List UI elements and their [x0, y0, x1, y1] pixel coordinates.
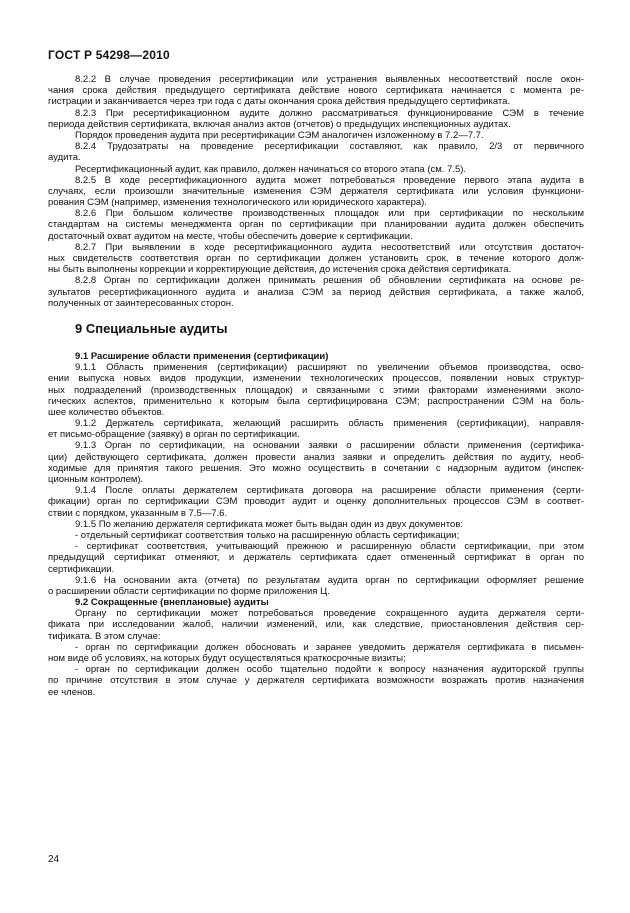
- text-line: фиката при исследовании жалоб, наличии изменений, или, как следствие, приостановления действия сер-: [48, 619, 584, 631]
- text-line: Органу по сертификации может потребоваться проведение сокращенного аудита держателя серти-: [75, 608, 584, 620]
- text-line: 8.2.2 В случае проведения ресертификации или устранения выявленных несоответствий после окон-: [75, 74, 584, 85]
- document-header: ГОСТ Р 54298—2010: [48, 48, 170, 62]
- text-line: ных подразделений (производственных площадок) и связанными с этими факторами изменениями эколо-: [48, 384, 584, 396]
- text-line: ны быть выполнены коррекции и корректирующие действия, до истечения срока действия сертификата.: [48, 264, 512, 276]
- text-line: 9.1.3 Орган по сертификации, на основании заявки о расширении области применения (сертифика-: [75, 440, 584, 452]
- text-line: 9.1.2 Держатель сертификата, желающий расширить область применения (сертификации), направля-: [75, 418, 584, 430]
- text-line: ном виде об условиях, на которых будут осуществляться краткосрочные визиты;: [48, 653, 406, 664]
- section-9-paragraphs: [48, 351, 584, 698]
- text-line: - сертификат соответствия, учитывающий прежнюю и расширенную области сертификации, при этом: [75, 541, 584, 553]
- text-line: 8.2.6 При большом количестве производственных площадок или при сертификации по нескольким: [75, 208, 584, 220]
- text-line: ее членов.: [48, 686, 96, 698]
- text-line: 8.2.4 Трудозатраты на проведение ресертификации составляют, как правило, 2/3 от первичного: [75, 141, 584, 153]
- text-line: зультатов ресертификационного аудита и анализа СЭМ за период действия сертификата, а также жалоб,: [48, 286, 584, 298]
- text-line: Ресертификационный аудит, как правило, должен начинаться со второго этапа (см. 7.5).: [75, 163, 467, 175]
- text-line: случаях, если произошли значительные изменения СЭМ держателя сертификата или условия функциони-: [48, 185, 584, 197]
- text-line: 9.1.5 По желанию держателя сертификата может быть выдан один из двух документов:: [75, 518, 464, 530]
- text-line: ции) действующего сертификата, должен провести анализ заявки и определить действия по аудиту, необ-: [48, 451, 584, 463]
- text-line: ходимые для принятия такого решения. Это можно осуществить в сочетании с надзорным аудитом (инспек-: [48, 462, 584, 474]
- text-line: тификата. В этом случае:: [48, 630, 161, 642]
- text-line: аудита.: [48, 152, 81, 164]
- text-line: 8.2.7 При выявлении в ходе ресертификационного аудита несоответствий или отсутствия достаточ-: [75, 241, 584, 253]
- text-line: рования СЭМ (например, изменения технологического или юридического характера).: [48, 197, 427, 209]
- text-line: о расширении области сертификации по форме приложения Ц.: [48, 585, 330, 597]
- text-line: полученных от заинтересованных сторон.: [48, 297, 234, 309]
- text-line: 9.1.1 Область применения (сертификации) расширяют по увеличении объемов производства, осво-: [75, 362, 584, 374]
- text-line: по причине отсутствия в этом случае у держателя сертификата возможности возражать против назначения: [48, 675, 584, 687]
- text-line: ных свидетельств соответствия орган по сертификации должен установить срок, в течение которого долж-: [48, 253, 584, 264]
- text-line: 9.1.6 На основании акта (отчета) по результатам аудита орган по сертификации оформляет решение: [75, 574, 584, 586]
- text-line: 8.2.8 Орган по сертификации должен принимать решения об обновлении сертификата на основе ре-: [75, 275, 584, 287]
- text-line: ствии с порядком, указанным в 7.5—7.6.: [48, 507, 228, 519]
- text-line: сертификации.: [48, 563, 115, 575]
- text-line: стандартам на системы менеджмента орган по сертификации при планировании аудита должен обеспечить: [48, 219, 584, 231]
- text-line: периода действия сертификата, включая анализ актов (отчетов) о предыдущих инспекционных аудитах.: [48, 118, 511, 130]
- text-line: Порядок проведения аудита при ресертификации СЭМ аналогичен изложенному в 7.2—7.7.: [75, 129, 484, 141]
- text-line: 8.2.3 При ресертификационном аудите должно рассматриваться функционирование СЭМ в течение: [75, 107, 584, 119]
- text-line: фикации) орган по сертификации СЭМ проводит аудит и оценку дополнительных процессов СЭМ в соответ-: [48, 496, 584, 508]
- text-line: 8.2.5 В ходе ресертификационного аудита может потребоваться проведение первого этапа аудита в: [75, 174, 584, 186]
- section-9-heading: 9 Специальные аудиты: [75, 320, 228, 336]
- text-line: ет письмо-обращение (заявку) в орган по сертификации.: [48, 429, 300, 441]
- text-line: шее количество объектов.: [48, 406, 165, 418]
- section-8-2-paragraphs: [48, 74, 584, 309]
- text-line: чания срока действия предыдущего сертификата действие нового сертификата начинается с момента ре-: [48, 85, 584, 97]
- text-line: достаточный охват аудитом на месте, чтобы обеспечить доверие к сертификации.: [48, 230, 413, 242]
- text-line: гистрации и заканчивается через три года с даты окончания срока действия предыдущего сертификата.: [48, 96, 511, 108]
- text-line: - орган по сертификации должен обосновать и заранее уведомить держателя сертификата в письмен-: [75, 641, 584, 653]
- text-line: - отдельный сертификат соответствия только на расширенную область сертификации;: [75, 529, 460, 541]
- text-line: ционным контролем).: [48, 474, 144, 485]
- text-line: ении выпуска новых видов продукции, изменении технологических процессов, появлении новых структур-: [48, 373, 584, 385]
- text-line: предыдущий сертификат отменяют, и держатель сертификата сдает отмененный сертификат в орган по: [48, 552, 584, 564]
- text-line: гических аспектов, применительно к которым была сертифицирована СЭМ; распространении СЭМ на боль-: [48, 395, 584, 407]
- text-line: 9.1 Расширение области применения (сертификации): [75, 350, 329, 362]
- document-body: [48, 74, 584, 698]
- text-line: 9.1.4 После оплаты держателем сертификата договора на расширение области применения (серти-: [75, 485, 584, 497]
- page-number: 24: [48, 854, 60, 865]
- text-line: 9.2 Сокращенные (внеплановые) аудиты: [75, 597, 269, 609]
- text-line: - орган по сертификации должен особо тщательно подойти к вопросу назначения аудиторской группы: [75, 664, 584, 676]
